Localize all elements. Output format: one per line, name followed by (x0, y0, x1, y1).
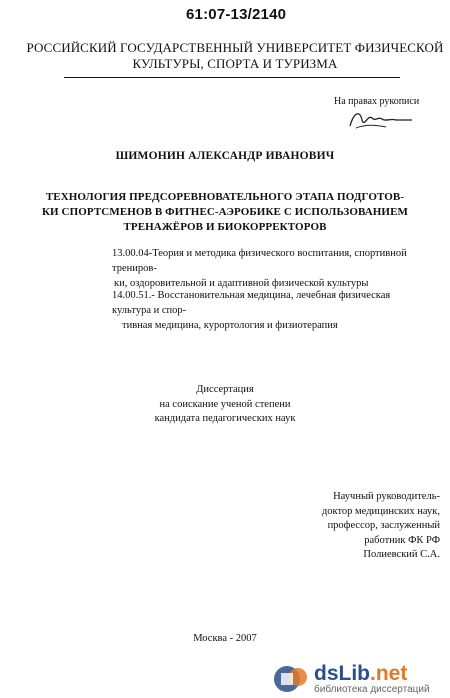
manuscript-rights-label: На правах рукописи (334, 96, 420, 107)
title-line: ТЕХНОЛОГИЯ ПРЕДСОРЕВНОВАТЕЛЬНОГО ЭТАПА ПОДГОТОВ- (45, 191, 405, 203)
dslib-watermark (272, 662, 440, 696)
degree-statement (0, 383, 450, 427)
city-and-year: Москва - 2007 (193, 633, 257, 644)
specialty-1 (112, 246, 412, 291)
title-line: ТРЕНАЖЁРОВ И БИОКОРРЕКТОРОВ (123, 221, 327, 233)
supervisor-line: профессор, заслуженный (327, 520, 440, 531)
supervisor-line: Полиевский С.А. (363, 549, 440, 560)
specialty-2 (112, 288, 412, 333)
specialty-line: 13.00.04-Теория и методика физического воспитания, спортивной трениров- (112, 248, 407, 274)
specialty-line: тивная медицина, курортология и физиотерапия (122, 320, 338, 331)
dslib-logo-icon (272, 664, 310, 694)
archive-stamp-number: 61:07-13/2140 (186, 6, 287, 23)
specialty-line: ки, оздоровительной и адаптивной физической культуры (114, 278, 369, 289)
dissertation-title (30, 190, 420, 235)
degree-line: на соискание ученой степени (159, 398, 291, 410)
supervisor-line: Научный руководитель- (333, 491, 440, 502)
handwritten-signature (346, 106, 414, 132)
university-name (20, 40, 450, 72)
university-name-line1: РОССИЙСКИЙ ГОСУДАРСТВЕННЫЙ УНИВЕРСИТЕТ ФИЗИЧЕСКОЙ (26, 40, 444, 55)
scientific-supervisor (270, 490, 440, 563)
specialty-line: 14.00.51.- Восстановительная медицина, лечебная физическая культура и спор- (112, 290, 391, 316)
watermark-logo-ext: .net (370, 662, 408, 685)
watermark-subtitle: библиотека диссертаций (314, 684, 430, 695)
title-line: КИ СПОРТСМЕНОВ В ФИТНЕС-АЭРОБИКЕ С ИСПОЛЬЗОВАНИЕМ (41, 206, 409, 218)
degree-line: Диссертация (196, 384, 254, 395)
supervisor-line: работник ФК РФ (364, 534, 440, 546)
degree-line: кандидата педагогических наук (154, 413, 296, 424)
author-name: ШИМОНИН АЛЕКСАНДР ИВАНОВИЧ (115, 150, 335, 162)
watermark-logo-text (314, 662, 407, 686)
university-name-line2: КУЛЬТУРЫ, СПОРТА И ТУРИЗМА (132, 56, 338, 71)
supervisor-line: доктор медицинских наук, (321, 505, 440, 517)
header-divider (64, 77, 400, 78)
watermark-logo-main: dsLib (314, 662, 370, 685)
